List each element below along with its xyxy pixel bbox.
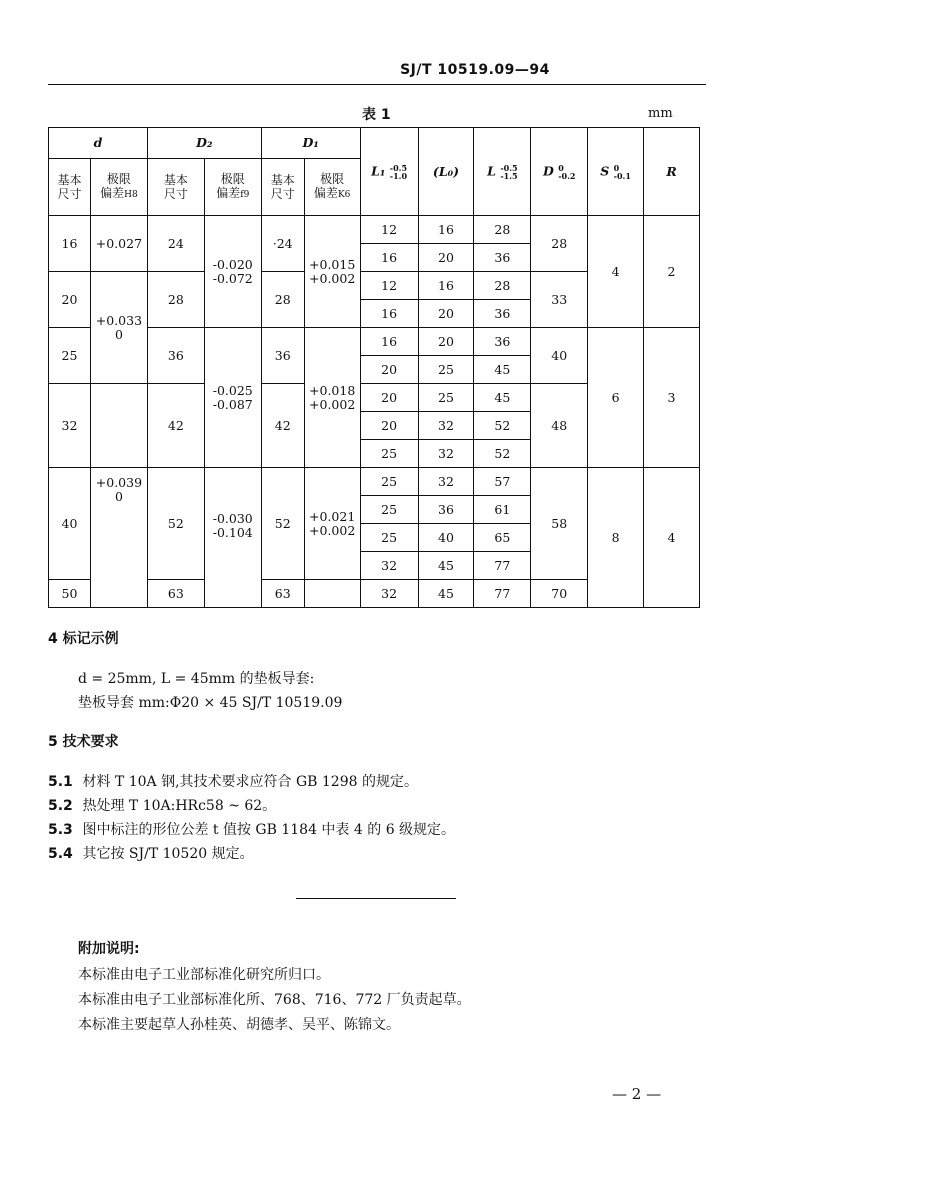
D1-basic-header: 基本 尺寸: [261, 159, 304, 216]
cell-D: 28: [531, 216, 588, 272]
D2-basic: 42: [147, 384, 204, 468]
dimension-table: [48, 127, 700, 608]
cell-L: 65: [474, 524, 531, 552]
col-L: L -0.5 -1.5: [474, 128, 531, 216]
D2-dev: -0.030 -0.104: [204, 468, 261, 608]
cell-L: 57: [474, 468, 531, 496]
cell-D: 33: [531, 272, 588, 328]
col-D: D 0 -0.2: [531, 128, 588, 216]
L-tolerance: -0.5 -1.5: [500, 162, 518, 181]
cell-L1: 25: [360, 468, 418, 496]
D1-dev-header: 极限 偏差K6: [304, 159, 360, 216]
L1-tolerance: -0.5 -1.0: [389, 162, 408, 181]
item-5-2: 5.2 热处理 T 10A:HRc58 ~ 62。: [48, 798, 277, 814]
cell-L0: 20: [418, 300, 474, 328]
item-5-3: 5.3 图中标注的形位公差 t 值按 GB 1184 中表 4 的 6 级规定。: [48, 822, 456, 838]
table-caption: 表 1: [362, 107, 391, 123]
cell-L1: 25: [360, 496, 418, 524]
group-D1: D₁: [261, 128, 360, 159]
D2-dev-header: 极限 偏差f9: [204, 159, 261, 216]
cell-L1: 16: [360, 328, 418, 356]
D1-basic: 63: [261, 580, 304, 608]
cell-S: 6: [588, 328, 644, 468]
cell-D: 70: [531, 580, 588, 608]
cell-L1: 16: [360, 244, 418, 272]
cell-L0: 32: [418, 412, 474, 440]
d-basic: 32: [49, 384, 91, 468]
d-dev-empty: [90, 384, 147, 468]
cell-L1: 32: [360, 552, 418, 580]
page-number: — 2 —: [612, 1085, 662, 1103]
notes-line-1: 本标准由电子工业部标准化研究所归口。: [78, 967, 330, 983]
cell-L0: 32: [418, 440, 474, 468]
S-tolerance: 0 -0.1: [613, 162, 631, 181]
cell-R: 4: [644, 468, 700, 608]
cell-R: 2: [644, 216, 700, 328]
D1-dev: +0.021 +0.002: [304, 468, 360, 580]
group-D2: D₂: [147, 128, 261, 159]
cell-L: 28: [474, 216, 531, 244]
cell-L0: 36: [418, 496, 474, 524]
cell-L: 77: [474, 580, 531, 608]
d-dev: +0.027: [90, 216, 147, 272]
cell-L1: 16: [360, 300, 418, 328]
cell-L1: 12: [360, 272, 418, 300]
d-basic: 50: [49, 580, 91, 608]
group-d: d: [49, 128, 148, 159]
D2-dev: -0.020 -0.072: [204, 216, 261, 328]
section-4-title: 4 标记示例: [48, 631, 119, 647]
cell-L: 28: [474, 272, 531, 300]
notes-line-3: 本标准主要起草人孙桂英、胡德孝、吴平、陈锦文。: [78, 1017, 400, 1033]
cell-L: 52: [474, 412, 531, 440]
col-L0: (L₀): [418, 128, 474, 216]
D1-dev: +0.018 +0.002: [304, 328, 360, 468]
D2-basic: 52: [147, 468, 204, 580]
cell-L0: 16: [418, 216, 474, 244]
cell-R: 3: [644, 328, 700, 468]
col-S: S 0 -0.1: [588, 128, 644, 216]
d-dev-header: 极限 偏差H8: [90, 159, 147, 216]
cell-L0: 20: [418, 244, 474, 272]
D1-basic: 52: [261, 468, 304, 580]
section-4-line-2: 垫板导套 mm:Φ20 × 45 SJ/T 10519.09: [78, 695, 343, 711]
d-basic: 20: [49, 272, 91, 328]
item-5-4: 5.4 其它按 SJ/T 10520 规定。: [48, 846, 254, 862]
col-R: R: [644, 128, 700, 216]
cell-L0: 20: [418, 328, 474, 356]
cell-D: 48: [531, 384, 588, 468]
D1-basic: ·24: [261, 216, 304, 272]
cell-L1: 20: [360, 412, 418, 440]
cell-L1: 12: [360, 216, 418, 244]
cell-L0: 25: [418, 384, 474, 412]
cell-D: 40: [531, 328, 588, 384]
cell-L: 36: [474, 244, 531, 272]
cell-L0: 45: [418, 552, 474, 580]
cell-L: 36: [474, 328, 531, 356]
cell-L1: 20: [360, 356, 418, 384]
d-basic-header: 基本 尺寸: [49, 159, 91, 216]
col-L1: L₁ -0.5 -1.0: [360, 128, 418, 216]
D2-basic-header: 基本 尺寸: [147, 159, 204, 216]
d-dev: +0.039 0: [90, 468, 147, 608]
cell-D: 58: [531, 468, 588, 580]
cell-L1: 25: [360, 524, 418, 552]
D2-basic: 28: [147, 272, 204, 328]
cell-L: 45: [474, 384, 531, 412]
cell-L1: 25: [360, 440, 418, 468]
D2-basic: 36: [147, 328, 204, 384]
D1-dev: +0.015 +0.002: [304, 216, 360, 328]
cell-S: 4: [588, 216, 644, 328]
divider: [296, 898, 456, 899]
cell-L0: 16: [418, 272, 474, 300]
D1-basic: 42: [261, 384, 304, 468]
cell-L1: 32: [360, 580, 418, 608]
item-5-1: 5.1 材料 T 10A 钢,其技术要求应符合 GB 1298 的规定。: [48, 774, 418, 790]
notes-line-2: 本标准由电子工业部标准化所、768、716、772 厂负责起草。: [78, 992, 471, 1008]
document-code: SJ/T 10519.09—94: [400, 62, 550, 78]
table-unit: mm: [648, 106, 673, 121]
section-4-line-1: d = 25mm, L = 45mm 的垫板导套:: [78, 671, 315, 687]
d-basic: 16: [49, 216, 91, 272]
d-basic: 25: [49, 328, 91, 384]
cell-S: 8: [588, 468, 644, 608]
D-tolerance: 0 -0.2: [558, 162, 576, 181]
cell-L0: 45: [418, 580, 474, 608]
D1-dev-empty: [304, 580, 360, 608]
notes-title: 附加说明:: [78, 941, 140, 957]
D2-basic: 24: [147, 216, 204, 272]
cell-L: 77: [474, 552, 531, 580]
cell-L: 45: [474, 356, 531, 384]
header-rule: [48, 84, 706, 85]
d-dev: +0.033 0: [90, 272, 147, 384]
section-5-title: 5 技术要求: [48, 734, 119, 750]
cell-L: 61: [474, 496, 531, 524]
D2-basic: 63: [147, 580, 204, 608]
cell-L: 52: [474, 440, 531, 468]
d-basic: 40: [49, 468, 91, 580]
D1-basic: 36: [261, 328, 304, 384]
cell-L0: 25: [418, 356, 474, 384]
cell-L: 36: [474, 300, 531, 328]
cell-L0: 32: [418, 468, 474, 496]
cell-L0: 40: [418, 524, 474, 552]
cell-L1: 20: [360, 384, 418, 412]
D2-dev: -0.025 -0.087: [204, 328, 261, 468]
D1-basic: 28: [261, 272, 304, 328]
